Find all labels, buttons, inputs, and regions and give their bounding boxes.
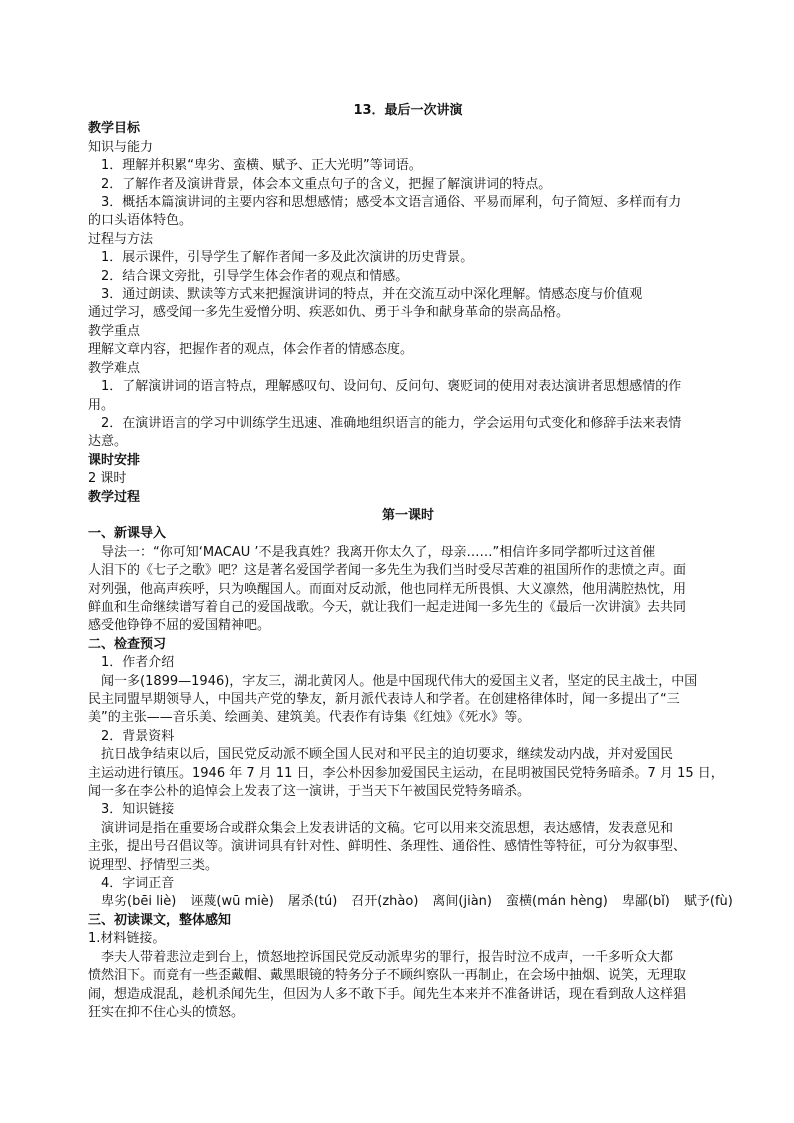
author-paragraph-line: 美”的主张——音乐美、绘画美、建筑美。代表作有诗集《红烛》《死水》等。 xyxy=(88,710,531,726)
difficulty-item: 达意。 xyxy=(88,434,128,450)
difficulty-item: 用。 xyxy=(88,397,115,413)
difficulty-heading: 教学难点 xyxy=(88,360,141,376)
pronunciation-item: 诬蔑(wū miè) xyxy=(190,894,274,910)
background-heading: 2．背景资料 xyxy=(101,728,175,744)
author-paragraph-line: 闻一多(1899—1946)，字友三，湖北黄冈人。他是中国现代伟大的爱国主义者，坚定的民主战士，中国 xyxy=(101,673,698,689)
material-paragraph-line: 愤然泪下。而竟有一些歪戴帽、戴黑眼镜的特务分子不顾纠察队一再制止，在会场中抽烟、说笑，无理取 xyxy=(88,968,687,984)
lesson-plan-body xyxy=(88,102,733,1022)
schedule-heading: 课时安排 xyxy=(88,452,141,468)
key-points-text: 理解文章内容，把握作者的观点，体会作者的情感态度。 xyxy=(88,342,414,358)
knowledge-item: 2．了解作者及演讲背景，体会本文重点句子的含义，把握了解演讲词的特点。 xyxy=(101,176,552,192)
material-heading: 1.材料链接。 xyxy=(88,931,166,947)
process-item: 3．通过朗读、默读等方式来把握演讲词的特点，并在交流互动中深化理解。情感态度与价值观 xyxy=(101,287,643,303)
process-item: 2．结合课文旁批，引导学生体会作者的观点和情感。 xyxy=(101,268,409,284)
section-first-reading-heading: 三、初读课文，整体感知 xyxy=(88,912,232,928)
background-paragraph-line: 闻一多在李公朴的追悼会上发表了这一演讲，于当天下午被国民党特务暗杀。 xyxy=(88,784,531,800)
pronunciation-item: 赋予(fù) xyxy=(683,894,733,910)
knowledge-link-line: 演讲词是指在重要场合或群众集会上发表讲话的文稿。它可以用来交流思想，表达感情，发表意见和 xyxy=(101,820,674,836)
section-preview-heading: 二、检查预习 xyxy=(88,636,167,652)
knowledge-item: 的口头语体特色。 xyxy=(88,213,193,229)
pronunciation-item: 蛮横(mán hèng) xyxy=(506,894,608,910)
material-paragraph-line: 李夫人带着悲泣走到台上，愤怒地控诉国民党反动派卑劣的罪行，报告时泣不成声，一千多听众大都 xyxy=(101,949,674,965)
knowledge-item: 1．理解并积累“卑劣、蛮横、赋予、正大光明”等词语。 xyxy=(101,158,422,174)
section-new-lesson-heading: 一、新课导入 xyxy=(88,526,167,542)
process-item: 通过学习，感受闻一多先生爱憎分明、疾恶如仇、勇于斗争和献身革命的崇高品格。 xyxy=(88,305,570,321)
knowledge-link-heading: 3．知识链接 xyxy=(101,802,175,818)
knowledge-link-line: 说理型、抒情型三类。 xyxy=(88,857,219,873)
document-title: 13．最后一次讲演 xyxy=(353,103,463,118)
author-heading: 1．作者介绍 xyxy=(101,655,175,671)
author-paragraph-line: 民主同盟早期领导人，中国共产党的挚友，新月派代表诗人和学者。在创建格律体时，闻一多提出了“三 xyxy=(88,692,680,707)
difficulty-item: 1．了解演讲词的语言特点，理解感叹句、设问句、反问句、褒贬词的使用对表达演讲者思想感情的作 xyxy=(101,379,682,395)
intro-paragraph-line: 感受他铮铮不屈的爱国精神吧。 xyxy=(88,618,271,634)
difficulty-item: 2．在演讲语言的学习中训练学生迅速、准确地组织语言的能力，学会运用句式变化和修辞手法来表情 xyxy=(101,415,682,431)
intro-paragraph-line: 人泪下的《七子之歌》吧？这是著名爱国学者闻一多先生为我们当时受尽苦难的祖国所作的悲愤之声。面 xyxy=(88,563,687,579)
process-method-heading: 过程与方法 xyxy=(88,231,154,247)
knowledge-ability-heading: 知识与能力 xyxy=(88,139,154,155)
schedule-text: 2 课时 xyxy=(88,471,127,487)
pronunciation-list xyxy=(88,893,733,911)
pronunciation-item: 召开(zhào) xyxy=(351,894,419,910)
material-paragraph-line: 狂实在抑不住心头的愤怒。 xyxy=(88,1004,245,1020)
intro-paragraph-line: 导法一：“你可知‘MACAU ’不是我真姓？我离开你太久了，母亲……”相信许多同学都听过这首催 xyxy=(101,544,656,560)
process-item: 1．展示课件，引导学生了解作者闻一多及此次演讲的历史背景。 xyxy=(101,250,474,266)
pronunciation-item: 卑劣(bēi liè) xyxy=(101,894,177,910)
teaching-goals-heading: 教学目标 xyxy=(88,121,141,137)
knowledge-item: 3．概括本篇演讲词的主要内容和思想感情；感受本文语言通俗、平易而犀利，句子简短、多样而有力 xyxy=(101,195,682,211)
material-paragraph-line: 闹，想造成混乱，趁机杀闻先生，但因为人多不敢下手。闻先生本来并不准备讲话，现在看到敌人这样猖 xyxy=(88,986,687,1002)
pronunciation-item: 屠杀(tú) xyxy=(287,894,338,910)
knowledge-link-line: 主张，提出号召倡议等。演讲词具有针对性、鲜明性、条理性、通俗性、感情性等特征，可分为叙事型、 xyxy=(88,839,687,855)
key-points-heading: 教学重点 xyxy=(88,323,141,339)
pronunciation-heading: 4．字词正音 xyxy=(101,876,175,892)
background-paragraph-line: 主运动进行镇压。1946 年 7 月 11 日，李公朴因参加爱国民主运动，在昆明被国民党特务暗杀。7 月 15 日， xyxy=(88,765,724,781)
intro-paragraph-line: 对列强，他高声疾呼，只为唤醒国人。而面对反动派，他也同样无所畏惧、大义凛然，他用满腔热忱，用 xyxy=(88,581,687,597)
first-lesson-heading: 第一课时 xyxy=(381,507,434,523)
teaching-process-heading: 教学过程 xyxy=(88,489,141,505)
background-paragraph-line: 抗日战争结束以后，国民党反动派不顾全国人民对和平民主的迫切要求，继续发动内战，并对爱国民 xyxy=(101,747,674,763)
pronunciation-item: 卑鄙(bǐ) xyxy=(621,894,670,910)
pronunciation-item: 离间(jiàn) xyxy=(432,894,492,910)
intro-paragraph-line: 鲜血和生命继续谱写着自己的爱国战歌。今天，就让我们一起走进闻一多先生的《最后一次讲演》去共同 xyxy=(88,599,687,615)
